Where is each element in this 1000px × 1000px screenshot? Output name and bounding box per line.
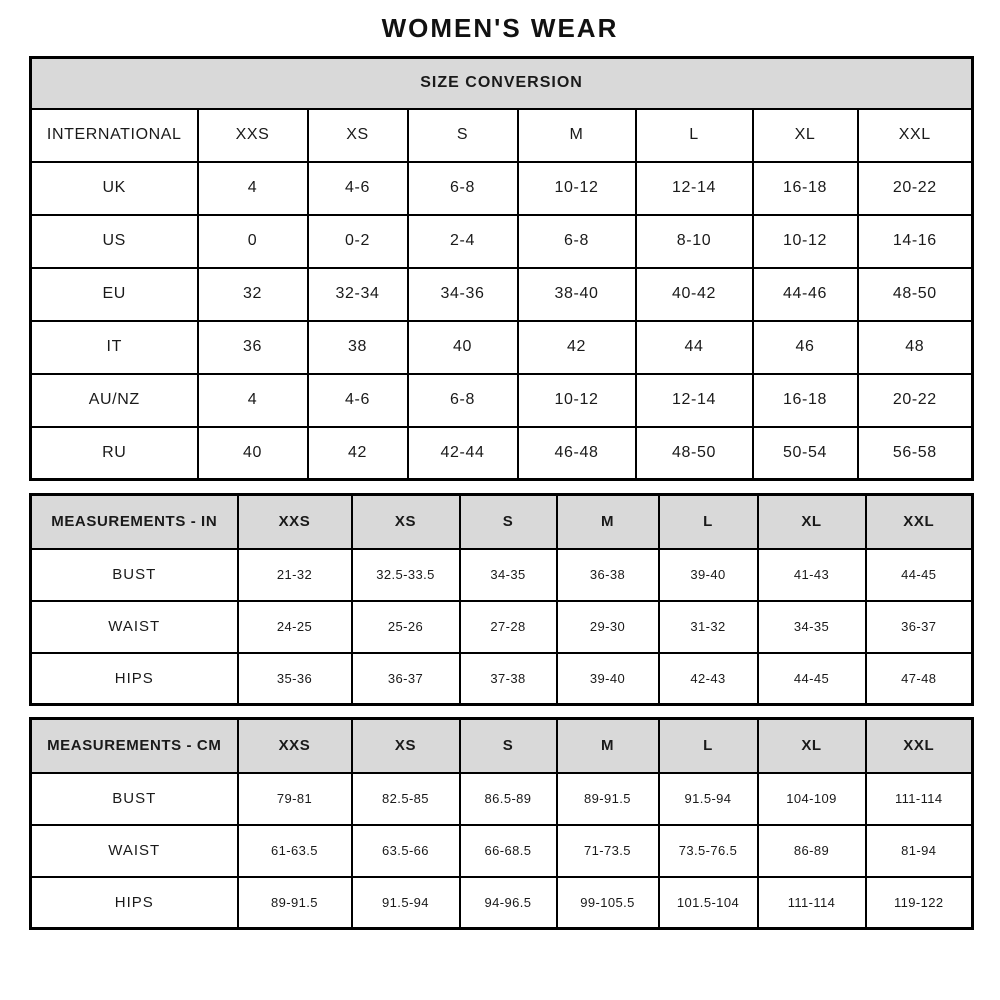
value-cell: 32.5-33.5 <box>352 549 460 601</box>
column-header-size: XS <box>352 719 460 773</box>
column-header-size: L <box>659 719 758 773</box>
value-cell: 16-18 <box>753 162 858 215</box>
value-cell: 34-36 <box>408 268 518 321</box>
column-header-size: S <box>460 719 557 773</box>
size-conversion-banner-row <box>31 58 973 109</box>
value-cell: 36-37 <box>352 653 460 705</box>
value-cell: 38-40 <box>518 268 636 321</box>
column-header-size: M <box>557 495 659 549</box>
value-cell: 36 <box>198 321 308 374</box>
value-cell: 10-12 <box>518 162 636 215</box>
column-header-size: XL <box>758 719 866 773</box>
value-cell: 31-32 <box>659 601 758 653</box>
row-label: HIPS <box>31 653 238 705</box>
column-header-size: XL <box>753 109 858 162</box>
value-cell: 4 <box>198 162 308 215</box>
value-cell: 82.5-85 <box>352 773 460 825</box>
header-row <box>31 719 973 773</box>
data-row <box>31 374 973 427</box>
value-cell: 44-45 <box>866 549 973 601</box>
data-row <box>31 877 973 929</box>
value-cell: 50-54 <box>753 427 858 480</box>
size-conversion-table <box>29 56 974 481</box>
value-cell: 66-68.5 <box>460 825 557 877</box>
measurements-header: MEASUREMENTS - CM <box>31 719 238 773</box>
header-row <box>31 495 973 549</box>
value-cell: 4 <box>198 374 308 427</box>
value-cell: 4-6 <box>308 374 408 427</box>
value-cell: 111-114 <box>866 773 973 825</box>
data-row <box>31 321 973 374</box>
value-cell: 79-81 <box>238 773 352 825</box>
column-header-size: M <box>557 719 659 773</box>
value-cell: 27-28 <box>460 601 557 653</box>
column-header-size: XXL <box>866 495 973 549</box>
column-header-international: INTERNATIONAL <box>31 109 198 162</box>
value-cell: 40 <box>198 427 308 480</box>
value-cell: 39-40 <box>557 653 659 705</box>
row-label: WAIST <box>31 601 238 653</box>
column-header-size: XXS <box>198 109 308 162</box>
value-cell: 41-43 <box>758 549 866 601</box>
value-cell: 6-8 <box>518 215 636 268</box>
column-header-size: XS <box>352 495 460 549</box>
column-header-size: XXL <box>866 719 973 773</box>
value-cell: 12-14 <box>636 374 753 427</box>
measurements-cm-body <box>31 719 973 929</box>
value-cell: 44 <box>636 321 753 374</box>
value-cell: 86-89 <box>758 825 866 877</box>
measurements-cm-table <box>29 717 974 930</box>
value-cell: 91.5-94 <box>352 877 460 929</box>
value-cell: 36-38 <box>557 549 659 601</box>
value-cell: 24-25 <box>238 601 352 653</box>
value-cell: 42 <box>308 427 408 480</box>
value-cell: 44-45 <box>758 653 866 705</box>
column-header-size: L <box>636 109 753 162</box>
value-cell: 6-8 <box>408 374 518 427</box>
value-cell: 6-8 <box>408 162 518 215</box>
row-label: HIPS <box>31 877 238 929</box>
measurements-header: MEASUREMENTS - IN <box>31 495 238 549</box>
value-cell: 48 <box>858 321 973 374</box>
value-cell: 86.5-89 <box>460 773 557 825</box>
column-header-size: L <box>659 495 758 549</box>
value-cell: 56-58 <box>858 427 973 480</box>
row-label: BUST <box>31 549 238 601</box>
value-cell: 0 <box>198 215 308 268</box>
value-cell: 37-38 <box>460 653 557 705</box>
size-conversion-header: SIZE CONVERSION <box>31 58 973 109</box>
row-label: EU <box>31 268 198 321</box>
value-cell: 8-10 <box>636 215 753 268</box>
column-header-size: M <box>518 109 636 162</box>
value-cell: 48-50 <box>858 268 973 321</box>
value-cell: 81-94 <box>866 825 973 877</box>
value-cell: 25-26 <box>352 601 460 653</box>
measurements-in-body <box>31 495 973 705</box>
value-cell: 104-109 <box>758 773 866 825</box>
value-cell: 61-63.5 <box>238 825 352 877</box>
data-row <box>31 549 973 601</box>
value-cell: 42 <box>518 321 636 374</box>
value-cell: 16-18 <box>753 374 858 427</box>
size-conversion-body <box>31 109 973 480</box>
value-cell: 94-96.5 <box>460 877 557 929</box>
value-cell: 44-46 <box>753 268 858 321</box>
column-header-size: XXS <box>238 495 352 549</box>
value-cell: 34-35 <box>758 601 866 653</box>
value-cell: 20-22 <box>858 374 973 427</box>
value-cell: 119-122 <box>866 877 973 929</box>
value-cell: 10-12 <box>518 374 636 427</box>
data-row <box>31 825 973 877</box>
value-cell: 32 <box>198 268 308 321</box>
data-row <box>31 427 973 480</box>
page-title: WOMEN'S WEAR <box>381 13 619 43</box>
value-cell: 34-35 <box>460 549 557 601</box>
value-cell: 89-91.5 <box>557 773 659 825</box>
column-header-size: S <box>460 495 557 549</box>
column-header-size: XXS <box>238 719 352 773</box>
value-cell: 10-12 <box>753 215 858 268</box>
data-row <box>31 215 973 268</box>
value-cell: 46-48 <box>518 427 636 480</box>
value-cell: 48-50 <box>636 427 753 480</box>
data-row <box>31 268 973 321</box>
column-header-size: XS <box>308 109 408 162</box>
data-row <box>31 773 973 825</box>
value-cell: 35-36 <box>238 653 352 705</box>
value-cell: 71-73.5 <box>557 825 659 877</box>
value-cell: 73.5-76.5 <box>659 825 758 877</box>
value-cell: 111-114 <box>758 877 866 929</box>
value-cell: 12-14 <box>636 162 753 215</box>
column-header-size: XXL <box>858 109 973 162</box>
column-header-row <box>31 109 973 162</box>
value-cell: 39-40 <box>659 549 758 601</box>
value-cell: 21-32 <box>238 549 352 601</box>
value-cell: 20-22 <box>858 162 973 215</box>
value-cell: 40-42 <box>636 268 753 321</box>
value-cell: 32-34 <box>308 268 408 321</box>
value-cell: 42-43 <box>659 653 758 705</box>
value-cell: 91.5-94 <box>659 773 758 825</box>
row-label: IT <box>31 321 198 374</box>
row-label: AU/NZ <box>31 374 198 427</box>
value-cell: 63.5-66 <box>352 825 460 877</box>
data-row <box>31 653 973 705</box>
value-cell: 2-4 <box>408 215 518 268</box>
row-label: BUST <box>31 773 238 825</box>
value-cell: 89-91.5 <box>238 877 352 929</box>
data-row <box>31 162 973 215</box>
value-cell: 29-30 <box>557 601 659 653</box>
row-label: UK <box>31 162 198 215</box>
value-cell: 14-16 <box>858 215 973 268</box>
data-row <box>31 601 973 653</box>
value-cell: 40 <box>408 321 518 374</box>
measurements-in-table <box>29 493 974 706</box>
row-label: RU <box>31 427 198 480</box>
column-header-size: S <box>408 109 518 162</box>
value-cell: 4-6 <box>308 162 408 215</box>
value-cell: 36-37 <box>866 601 973 653</box>
value-cell: 47-48 <box>866 653 973 705</box>
row-label: WAIST <box>31 825 238 877</box>
value-cell: 101.5-104 <box>659 877 758 929</box>
column-header-size: XL <box>758 495 866 549</box>
value-cell: 42-44 <box>408 427 518 480</box>
value-cell: 38 <box>308 321 408 374</box>
value-cell: 0-2 <box>308 215 408 268</box>
row-label: US <box>31 215 198 268</box>
value-cell: 99-105.5 <box>557 877 659 929</box>
value-cell: 46 <box>753 321 858 374</box>
